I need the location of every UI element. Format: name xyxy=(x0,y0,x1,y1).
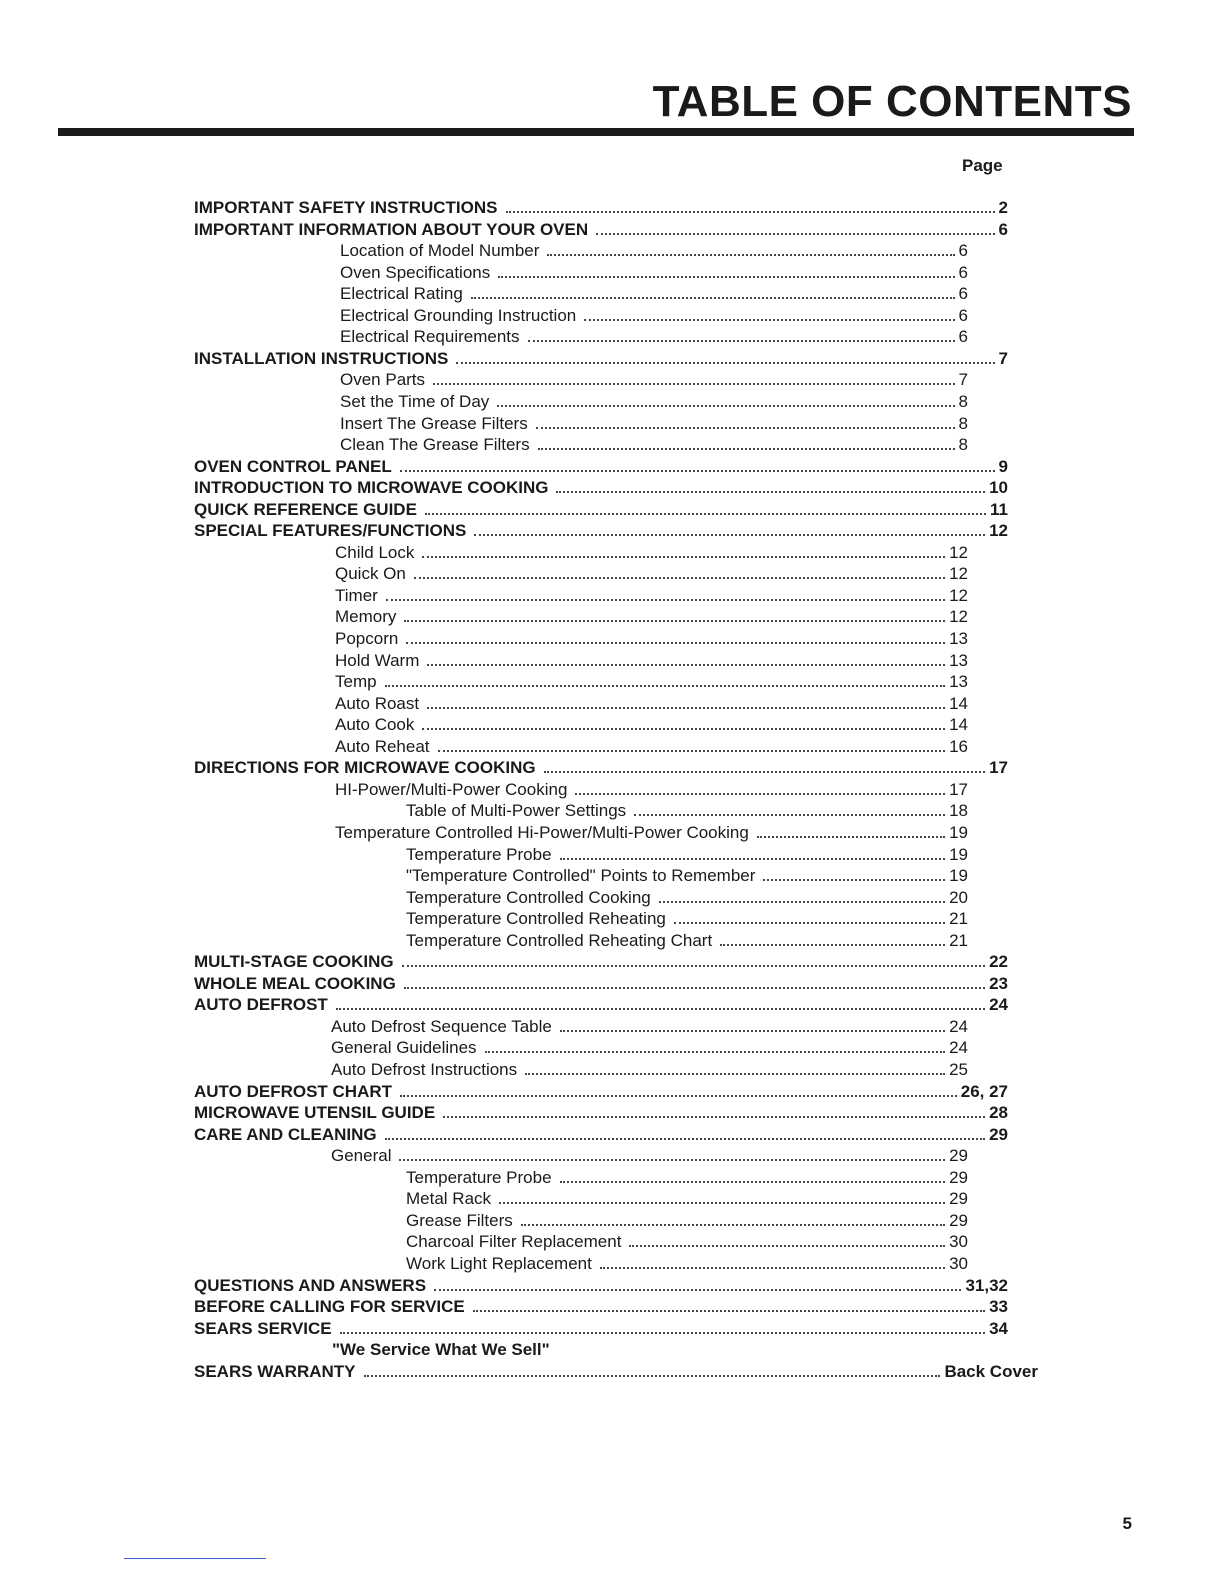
dot-leader xyxy=(556,490,985,493)
dot-leader xyxy=(422,555,945,558)
toc-entry-page: 8 xyxy=(958,435,968,455)
dot-leader xyxy=(404,986,985,989)
toc-entry-page: 14 xyxy=(949,715,968,735)
toc-entry xyxy=(340,283,968,305)
toc-entry-page: 6 xyxy=(958,262,968,282)
toc-entry-label: Temperature Controlled Hi-Power/Multi-Power Cooking xyxy=(335,822,749,842)
toc-entry-page: 22 xyxy=(989,952,1008,972)
toc-entry-page: 14 xyxy=(949,693,968,713)
dot-leader xyxy=(575,792,945,795)
toc-entry xyxy=(340,305,968,327)
toc-entry xyxy=(331,1016,968,1038)
dot-leader xyxy=(434,1288,961,1291)
toc-entry-label: Timer xyxy=(335,585,378,605)
toc-entry xyxy=(335,714,968,736)
toc-entry-label: Work Light Replacement xyxy=(406,1253,592,1273)
toc-entry-page: 7 xyxy=(958,370,968,390)
toc-entry-label: Temp xyxy=(335,672,377,692)
toc-entry-label: Auto Roast xyxy=(335,693,420,713)
toc-entry-label: Temperature Controlled Cooking xyxy=(406,887,651,907)
toc-entry-label: Charcoal Filter Replacement xyxy=(406,1232,622,1252)
toc-entry-page: Back Cover xyxy=(944,1361,1038,1381)
toc-entry-label: "Temperature Controlled" Points to Remember xyxy=(406,866,756,886)
toc-entry-label: Auto Defrost Sequence Table xyxy=(331,1016,552,1036)
dot-leader xyxy=(499,1201,945,1204)
toc-entry-label: SEARS SERVICE xyxy=(194,1318,332,1338)
dot-leader xyxy=(634,813,945,816)
dot-leader xyxy=(385,684,946,687)
toc-entry xyxy=(340,326,968,348)
toc-entry xyxy=(194,1081,1008,1103)
toc-entry-page: 18 xyxy=(949,801,968,821)
toc-entry xyxy=(194,1296,1008,1318)
dot-leader xyxy=(386,598,945,601)
toc-entry-page: 24 xyxy=(949,1016,968,1036)
toc-entry-page: 29 xyxy=(949,1167,968,1187)
toc-entry-page: 6 xyxy=(998,219,1008,239)
toc-entry-label: Electrical Requirements xyxy=(340,327,520,347)
toc-entry xyxy=(406,1231,968,1253)
toc-entry-label: OVEN CONTROL PANEL xyxy=(194,456,392,476)
toc-entry-label: Auto Reheat xyxy=(335,736,430,756)
toc-entry-label: MICROWAVE UTENSIL GUIDE xyxy=(194,1103,436,1123)
toc-entry-page: 21 xyxy=(949,909,968,929)
toc-entry-label: AUTO DEFROST CHART xyxy=(194,1081,393,1101)
toc-entry xyxy=(335,736,968,758)
dot-leader xyxy=(474,533,985,536)
dot-leader xyxy=(443,1115,985,1118)
page-number: 5 xyxy=(1122,1514,1132,1533)
toc-entry-label: General xyxy=(331,1146,392,1166)
toc-entry xyxy=(406,1210,968,1232)
toc-entry-page: 24 xyxy=(949,1038,968,1058)
toc-entry xyxy=(406,865,968,887)
toc-entry-label: INSTALLATION INSTRUCTIONS xyxy=(194,348,449,368)
toc-entry xyxy=(194,456,1008,478)
toc-entry-page: 6 xyxy=(958,241,968,261)
toc-entry xyxy=(194,994,1008,1016)
toc-entry xyxy=(340,434,968,456)
toc-entry-page: 29 xyxy=(989,1124,1008,1144)
dot-leader xyxy=(544,770,986,773)
toc-entry-page: 34 xyxy=(989,1318,1008,1338)
toc-entry xyxy=(194,520,1008,542)
dot-leader xyxy=(400,1094,957,1097)
toc-entry-label: AUTO DEFROST xyxy=(194,995,328,1015)
toc-entry-page: 13 xyxy=(949,629,968,648)
toc-entry-label: Insert The Grease Filters xyxy=(340,413,528,433)
toc-entry-page: 9 xyxy=(998,456,1008,476)
dot-leader xyxy=(473,1309,985,1312)
toc-entry-page: 6 xyxy=(958,284,968,304)
dot-leader xyxy=(629,1244,945,1247)
dot-leader xyxy=(400,469,995,472)
toc-entry-page: 29 xyxy=(949,1146,968,1166)
toc-entry-page: 28 xyxy=(989,1103,1008,1123)
toc-entry-label: QUESTIONS AND ANSWERS xyxy=(194,1275,427,1295)
dot-leader xyxy=(521,1223,945,1226)
toc-entry-label: Auto Defrost Instructions xyxy=(331,1060,518,1079)
dot-leader xyxy=(506,210,995,213)
toc-entry xyxy=(194,1318,1008,1340)
dot-leader xyxy=(406,641,945,644)
toc-entry-page: 12 xyxy=(949,542,968,562)
toc-entry xyxy=(335,671,968,693)
toc-entry xyxy=(335,585,968,607)
dot-leader xyxy=(547,253,954,256)
toc-entry-label: Auto Cook xyxy=(335,715,415,735)
dot-leader xyxy=(600,1266,945,1269)
toc-entry-page: 29 xyxy=(949,1189,968,1209)
toc-entry-label: IMPORTANT INFORMATION ABOUT YOUR OVEN xyxy=(194,219,589,239)
toc-entry-label: General Guidelines xyxy=(331,1038,477,1058)
toc-entry-label: Set the Time of Day xyxy=(340,391,490,411)
toc-entry-page: 24 xyxy=(989,995,1008,1015)
dot-leader xyxy=(560,1180,946,1183)
dot-leader xyxy=(763,878,945,881)
toc-entry-page: 31,32 xyxy=(965,1275,1008,1295)
toc-entry-page: 19 xyxy=(949,866,968,886)
dot-leader xyxy=(720,943,945,946)
dot-leader xyxy=(536,426,955,429)
toc-entry xyxy=(331,1059,968,1081)
dot-leader xyxy=(404,619,945,622)
dot-leader xyxy=(560,1029,945,1032)
toc-entry-page: 12 xyxy=(949,585,968,605)
toc-entry xyxy=(335,606,968,628)
toc-entry xyxy=(331,1037,968,1059)
dot-leader xyxy=(438,749,946,752)
toc-entry xyxy=(406,887,968,909)
toc-entry xyxy=(335,563,968,585)
toc-entry xyxy=(194,1102,1008,1124)
dot-leader xyxy=(364,1374,941,1377)
toc-entry-label: Electrical Grounding Instruction xyxy=(340,305,577,325)
toc-entry xyxy=(194,973,1008,995)
dot-leader xyxy=(425,512,986,515)
dot-leader xyxy=(538,447,955,450)
toc-entry-label: Table of Multi-Power Settings xyxy=(406,801,627,821)
toc-entry-page: 19 xyxy=(949,844,968,864)
toc-entry xyxy=(406,1167,968,1189)
toc-entry xyxy=(194,757,1008,779)
dot-leader xyxy=(427,663,945,666)
toc-entry xyxy=(406,800,968,822)
page-column-header: Page xyxy=(962,156,1003,175)
dot-leader xyxy=(422,727,945,730)
toc-entry xyxy=(194,1361,1038,1383)
toc-entry-page: 17 xyxy=(949,779,968,799)
toc-entry-label: INTRODUCTION TO MICROWAVE COOKING xyxy=(194,478,549,498)
toc-entry-label: WHOLE MEAL COOKING xyxy=(194,973,396,993)
toc-entry xyxy=(331,1145,968,1167)
toc-entry-label: IMPORTANT SAFETY INSTRUCTIONS xyxy=(194,198,498,217)
toc-entry xyxy=(335,779,968,801)
toc-entry xyxy=(406,1188,968,1210)
toc-entry xyxy=(194,477,1008,499)
toc-entry-label: Hold Warm xyxy=(335,650,420,670)
toc-entry-page: 20 xyxy=(949,887,968,907)
toc-entry-label: QUICK REFERENCE GUIDE xyxy=(194,499,417,519)
toc-entry-label: Temperature Probe xyxy=(406,844,552,864)
dot-leader xyxy=(427,706,945,709)
dot-leader xyxy=(757,835,945,838)
dot-leader xyxy=(385,1137,985,1140)
dot-leader xyxy=(340,1331,985,1334)
dot-leader xyxy=(528,339,955,342)
toc-entry-label: DIRECTIONS FOR MICROWAVE COOKING xyxy=(194,758,536,778)
toc-entry xyxy=(335,693,968,715)
title-rule xyxy=(58,128,1134,136)
toc-entry xyxy=(406,1253,968,1275)
toc-entry xyxy=(340,240,968,262)
toc-entry-label: SEARS WARRANTY xyxy=(194,1361,356,1381)
toc-entry xyxy=(194,1124,1008,1146)
toc-entry xyxy=(340,391,968,413)
toc-entry-page: 33 xyxy=(989,1297,1008,1317)
toc-entry-page: 29 xyxy=(949,1210,968,1230)
page-title: TABLE OF CONTENTS xyxy=(652,77,1132,126)
toc-entry-page: 13 xyxy=(949,650,968,670)
toc-entry-label: Child Lock xyxy=(335,542,415,562)
dot-leader xyxy=(674,921,945,924)
toc-entry xyxy=(335,542,968,564)
toc-entry-label: BEFORE CALLING FOR SERVICE xyxy=(194,1297,465,1317)
dot-leader xyxy=(402,964,986,967)
toc-entry-page: 26, 27 xyxy=(960,1081,1008,1101)
toc-entry-label: Temperature Controlled Reheating Chart xyxy=(406,930,713,950)
toc-entry-page: 30 xyxy=(949,1232,968,1252)
toc-entry-label: CARE AND CLEANING xyxy=(194,1124,377,1144)
toc-entry-label: Metal Rack xyxy=(406,1189,492,1209)
dot-leader xyxy=(584,318,954,321)
toc-entry-page: 13 xyxy=(949,672,968,692)
toc-entry-label: Oven Parts xyxy=(340,370,426,390)
toc-entry xyxy=(194,951,1008,973)
dot-leader xyxy=(485,1050,946,1053)
dot-leader xyxy=(471,296,955,299)
toc-entry-label: Quick On xyxy=(335,564,406,584)
dot-leader xyxy=(659,900,945,903)
dot-leader xyxy=(560,857,946,860)
toc-entry-label: Grease Filters xyxy=(406,1210,513,1230)
dot-leader xyxy=(414,576,945,579)
toc-entry-page: 25 xyxy=(949,1060,968,1079)
toc-entry xyxy=(194,197,1008,219)
toc-entry xyxy=(194,348,1008,370)
toc-entry xyxy=(406,908,968,930)
toc-entry-page: 12 xyxy=(949,564,968,584)
toc-entry xyxy=(335,822,968,844)
toc-entry-label: Location of Model Number xyxy=(340,241,540,261)
toc-entry-page: 8 xyxy=(958,413,968,433)
toc-entry-label: Electrical Rating xyxy=(340,284,463,304)
dot-leader xyxy=(456,361,994,364)
toc-entry-label: Memory xyxy=(335,607,397,627)
toc-entry-label: MULTI-STAGE COOKING xyxy=(194,952,394,972)
toc-entry-label: Temperature Controlled Reheating xyxy=(406,909,666,929)
toc-entry-label: SPECIAL FEATURES/FUNCTIONS xyxy=(194,521,467,541)
toc-entry-label: HI-Power/Multi-Power Cooking xyxy=(335,779,568,799)
footer-line xyxy=(124,1558,266,1559)
toc-entry-page: 10 xyxy=(989,478,1008,498)
dot-leader xyxy=(336,1007,985,1010)
sears-service-tagline: "We Service What We Sell" xyxy=(332,1340,550,1360)
toc-entry-page: 6 xyxy=(958,305,968,325)
toc-entry-page: 6 xyxy=(958,327,968,347)
toc-entry-page: 8 xyxy=(958,391,968,411)
toc-entry xyxy=(340,413,968,435)
toc-entry-page: 2 xyxy=(998,198,1008,217)
toc-entry xyxy=(194,219,1008,241)
toc-entry xyxy=(335,650,968,672)
toc-entry-label: Clean The Grease Filters xyxy=(340,435,530,455)
toc-entry xyxy=(194,499,1008,521)
toc-entry-page: 23 xyxy=(989,973,1008,993)
dot-leader xyxy=(498,275,954,278)
toc-entry-page: 17 xyxy=(989,758,1008,778)
toc-entry-label: Oven Specifications xyxy=(340,262,491,282)
dot-leader xyxy=(525,1072,945,1075)
dot-leader xyxy=(433,382,954,385)
toc-entry xyxy=(406,844,968,866)
toc-entry-page: 30 xyxy=(949,1253,968,1273)
toc-entry xyxy=(335,628,968,650)
toc-entry xyxy=(340,262,968,284)
dot-leader xyxy=(596,232,994,235)
toc-entry-page: 12 xyxy=(989,521,1008,541)
toc-entry-page: 7 xyxy=(998,348,1008,368)
toc-entry-page: 19 xyxy=(949,822,968,842)
toc-entry xyxy=(340,369,968,391)
toc-entry-label: Temperature Probe xyxy=(406,1167,552,1187)
toc-entry xyxy=(194,1275,1008,1297)
toc-entry-page: 16 xyxy=(949,736,968,756)
toc-entry xyxy=(406,930,968,952)
toc-entry-page: 12 xyxy=(949,607,968,627)
toc-entry-page: 21 xyxy=(949,930,968,950)
toc-entry-page: 11 xyxy=(990,499,1008,519)
dot-leader xyxy=(399,1158,945,1161)
toc-entry-label: Popcorn xyxy=(335,629,399,648)
dot-leader xyxy=(497,404,954,407)
